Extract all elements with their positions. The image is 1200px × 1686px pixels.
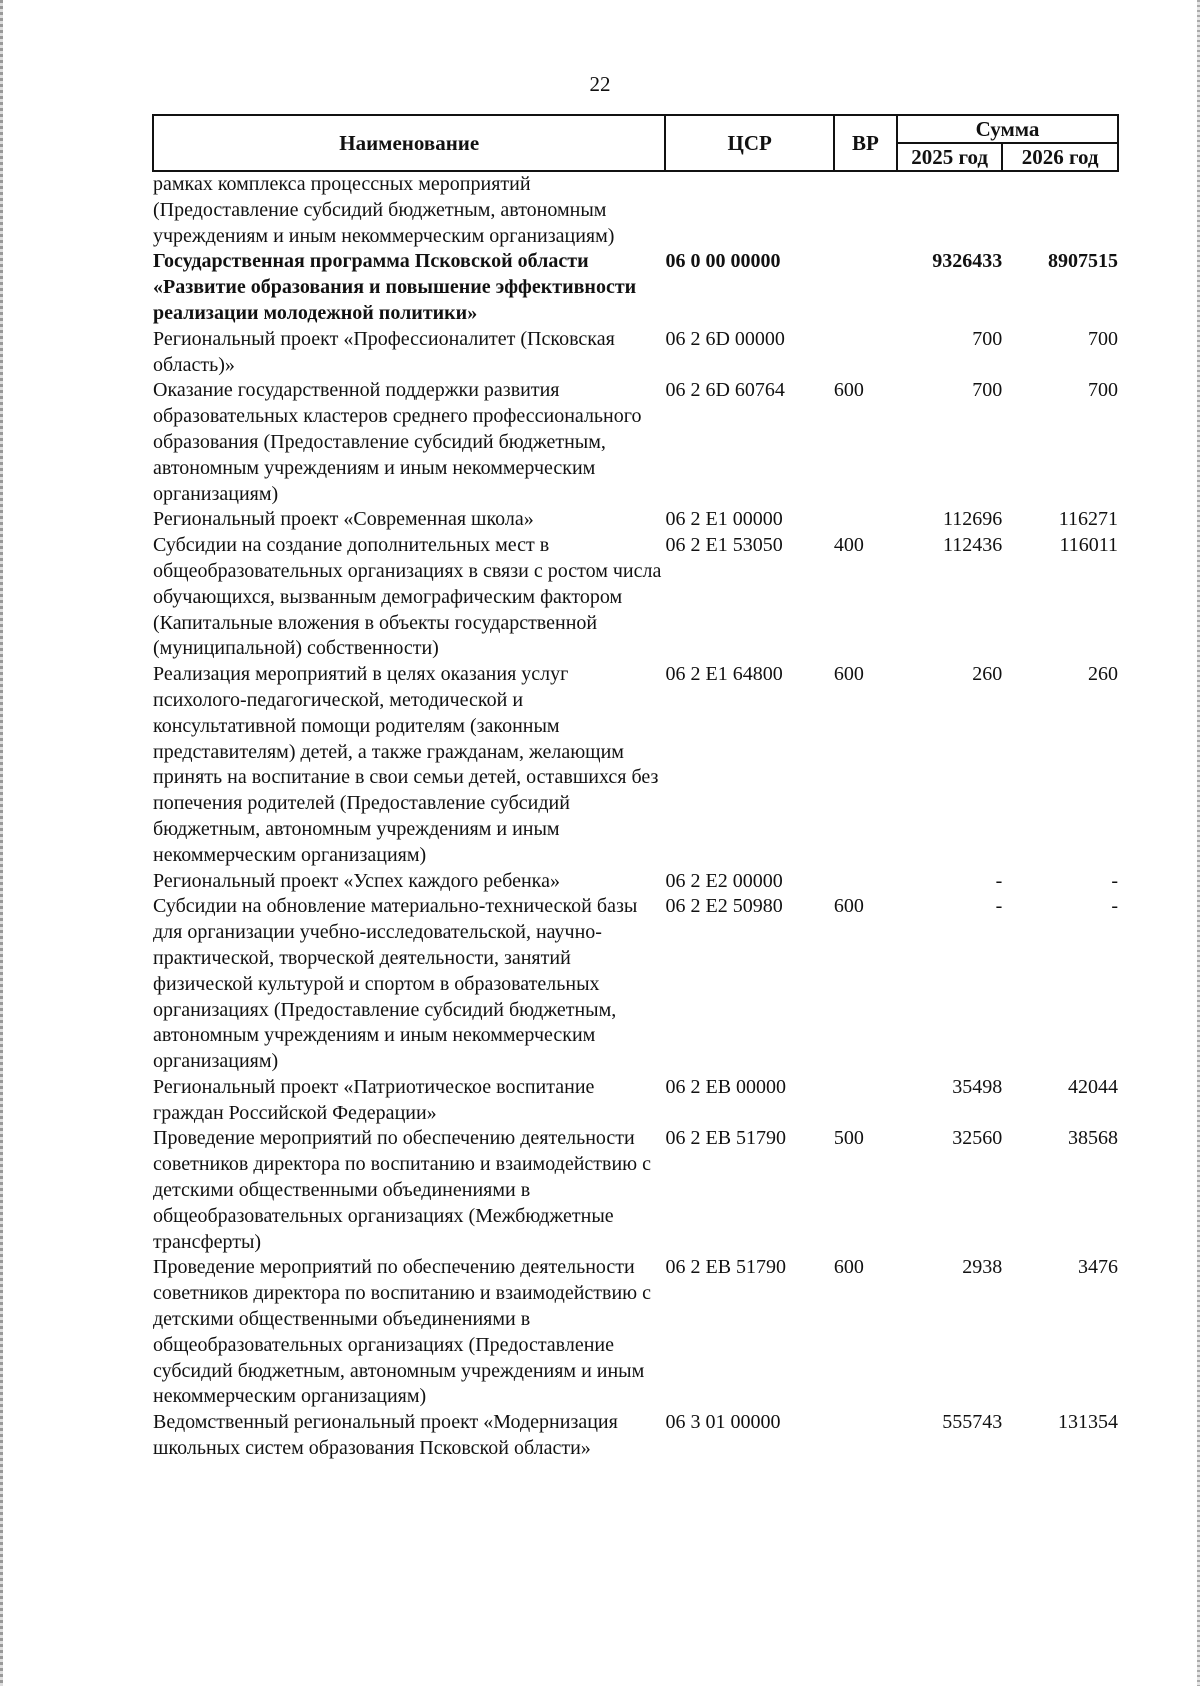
- row-name: Проведение мероприятий по обеспечению деятельности советников директора по воспитанию и взаимодействию с детскими общественными объединениями в общеобразовательных организациях (Межбюджетные трансферты): [153, 1127, 651, 1253]
- row-sum-2026: -: [1111, 895, 1118, 918]
- row-sum-2025: [897, 171, 1002, 249]
- row-csr: 06 2 E2 00000: [665, 869, 783, 892]
- row-csr: 06 2 6D 60764: [665, 379, 785, 402]
- row-vr: 600: [833, 1256, 864, 1279]
- row-sum-2025: 9326433: [932, 250, 1003, 273]
- row-sum-2025: -: [995, 869, 1003, 892]
- table-row: [153, 869, 1118, 895]
- row-csr: 06 2 EB 00000: [665, 1075, 787, 1098]
- table-row: [153, 662, 1118, 868]
- row-name: Ведомственный региональный проект «Модернизация школьных систем образования Псковской области»: [153, 1411, 618, 1460]
- row-sum-2026: 700: [1088, 327, 1118, 350]
- table-row: [153, 507, 1118, 533]
- budget-table: [152, 114, 1119, 1462]
- row-name: Государственная программа Псковской области «Развитие образования и повышение эффективности реализации молодежной политики»: [153, 250, 637, 324]
- row-csr: [665, 171, 833, 249]
- row-sum-2025: 32560: [952, 1127, 1003, 1150]
- page-number: 22: [589, 72, 611, 96]
- row-vr: [834, 869, 897, 895]
- row-sum-2026: 116011: [1059, 534, 1118, 557]
- table-row: [153, 1075, 1118, 1127]
- row-csr: 06 0 00 00000: [665, 250, 781, 273]
- row-name: Региональный проект «Профессионалитет (Псковская область)»: [153, 327, 615, 376]
- row-vr: [834, 249, 897, 326]
- table-row: [153, 1126, 1118, 1255]
- row-vr: 600: [833, 379, 864, 402]
- table-row: [153, 1410, 1118, 1462]
- row-csr: 06 2 6D 00000: [665, 327, 785, 350]
- row-sum-2025: -: [995, 895, 1003, 918]
- row-csr: 06 2 E2 50980: [665, 895, 783, 918]
- row-vr: 500: [833, 1127, 864, 1150]
- row-sum-2025: 555743: [942, 1411, 1003, 1434]
- row-sum-2026: 8907515: [1048, 250, 1118, 273]
- row-sum-2025: 260: [972, 663, 1003, 686]
- row-sum-2025: 35498: [952, 1075, 1003, 1098]
- row-csr: 06 2 EB 51790: [665, 1256, 787, 1279]
- row-sum-2026: [1002, 171, 1118, 249]
- row-name: Субсидии на обновление материально-технической базы для организации учебно-исследовательской, научно-практической, творческой деятельности, занятий физической культурой и спортом в образовательных организациях (Предоставление субсидий бюджетным, автономным учреждениям и иным некоммерческим организациям): [153, 895, 638, 1073]
- row-csr: 06 2 E1 00000: [665, 508, 783, 531]
- row-vr: [834, 171, 897, 249]
- row-vr: [834, 327, 897, 379]
- row-sum-2026: 38568: [1068, 1127, 1118, 1150]
- row-name: рамках комплекса процессных мероприятий (Предоставление субсидий бюджетным, автономным учреждениям и иным некоммерческим организациям): [153, 173, 615, 247]
- table-row: [153, 1255, 1118, 1410]
- row-sum-2026: 3476: [1078, 1256, 1118, 1279]
- row-sum-2025: 700: [972, 379, 1003, 402]
- row-name: Проведение мероприятий по обеспечению деятельности советников директора по воспитанию и взаимодействию с детскими общественными объединениями в общеобразовательных организациях (Предоставление субсидий бюджетным, автономным учреждениям и иным некоммерческим организациям): [153, 1256, 651, 1408]
- row-sum-2025: 112696: [942, 508, 1003, 531]
- row-name: Оказание государственной поддержки развития образовательных кластеров среднего профессионального образования (Предоставление субсидий бюджетным, автономным учреждениям и иным некоммерческим организациям): [153, 379, 642, 505]
- row-csr: 06 2 E1 53050: [665, 534, 783, 557]
- row-sum-2025: 2938: [962, 1256, 1003, 1279]
- header-vr: ВР: [834, 115, 897, 171]
- row-sum-2025: 700: [972, 327, 1003, 350]
- row-vr: 600: [833, 895, 864, 918]
- row-csr: 06 2 E1 64800: [665, 663, 783, 686]
- row-sum-2026: 700: [1088, 379, 1118, 402]
- row-sum-2026: -: [1111, 869, 1118, 892]
- header-csr: ЦСР: [665, 115, 833, 171]
- row-sum-2026: 42044: [1068, 1075, 1118, 1098]
- table-row: [153, 171, 1118, 249]
- table-row: [153, 894, 1118, 1075]
- row-sum-2026: 116271: [1058, 508, 1118, 531]
- table-row: [153, 378, 1118, 507]
- row-name: Региональный проект «Современная школа»: [153, 508, 534, 531]
- header-year-2025: 2025 год: [897, 143, 1002, 171]
- row-sum-2026: 131354: [1058, 1411, 1118, 1434]
- row-vr: 600: [833, 663, 864, 686]
- row-sum-2026: 260: [1088, 663, 1118, 686]
- table-row: [153, 327, 1118, 379]
- row-vr: [834, 1075, 897, 1127]
- table-row: [153, 533, 1118, 662]
- scan-edge-left: [0, 0, 3, 1686]
- row-sum-2025: 112436: [942, 534, 1003, 557]
- row-csr: 06 3 01 00000: [665, 1411, 781, 1434]
- table-row: [153, 249, 1118, 326]
- header-year-2026: 2026 год: [1002, 143, 1118, 171]
- row-vr: [834, 1410, 897, 1462]
- row-name: Реализация мероприятий в целях оказания услуг психолого-педагогической, методической и консультативной помощи родителям (законным представителям) детей, а также гражданам, желающим принять на воспитание в свои семьи детей, оставшихся без попечения родителей (Предоставление субсидий бюджетным, автономным учреждениям и иным некоммерческим организациям): [153, 663, 659, 866]
- row-name: Субсидии на создание дополнительных мест в общеобразовательных организациях в связи с ростом числа обучающихся, вызванным демографическим фактором (Капитальные вложения в объекты государственной (муниципальной) собственности): [153, 534, 662, 660]
- row-name: Региональный проект «Патриотическое воспитание граждан Российской Федерации»: [153, 1075, 595, 1124]
- table-body: [153, 171, 1118, 1462]
- row-vr: [834, 507, 897, 533]
- row-vr: 400: [833, 534, 864, 557]
- header-name: Наименование: [153, 115, 665, 171]
- row-csr: 06 2 EB 51790: [665, 1127, 787, 1150]
- row-name: Региональный проект «Успех каждого ребенка»: [153, 869, 560, 892]
- header-sum: Сумма: [897, 115, 1118, 143]
